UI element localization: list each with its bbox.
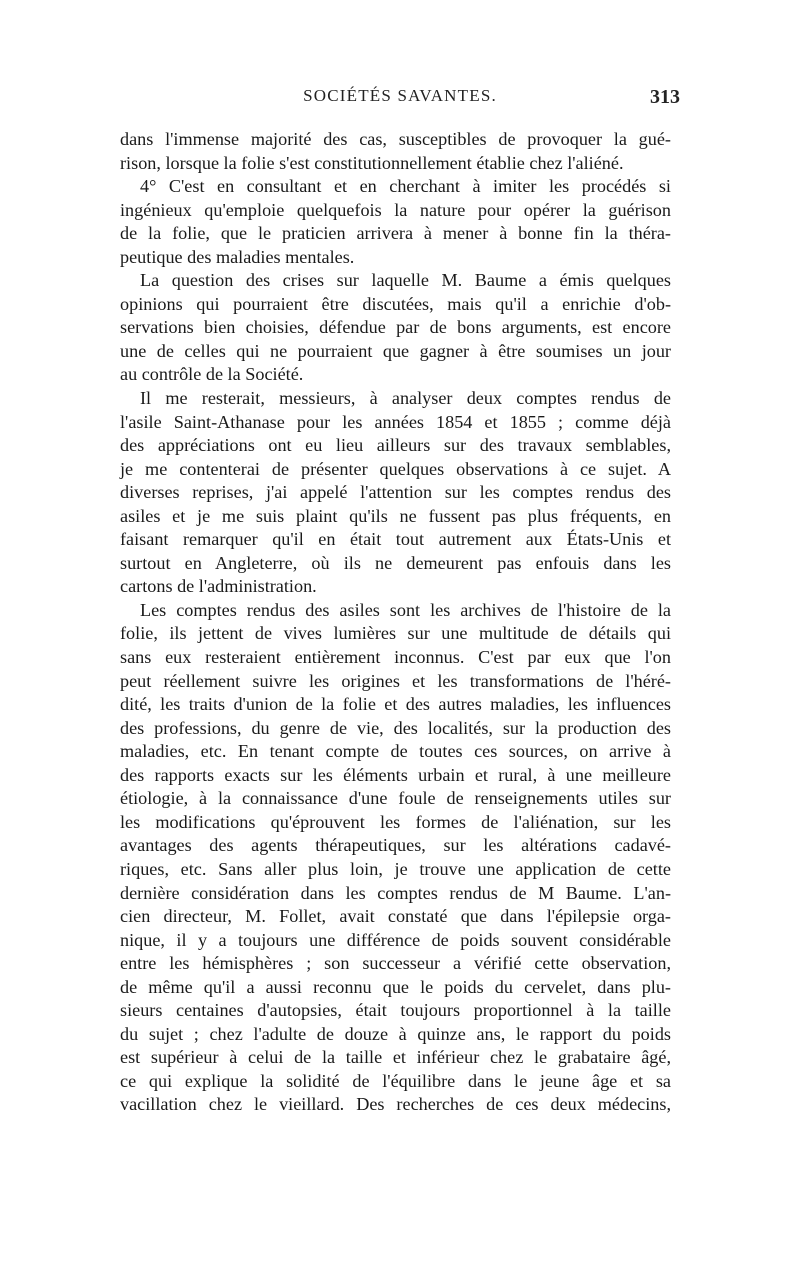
text-line: est supérieur à celui de la taille et inférieur chez le grabataire âgé, [120, 1047, 671, 1068]
text-line: ingénieux qu'emploie quelquefois la nature pour opérer la guérison [120, 199, 671, 220]
running-title: SOCIÉTÉS SAVANTES. [303, 86, 497, 105]
text-line: je me contenterai de présenter quelques observations à ce sujet. A [120, 458, 671, 479]
text-line: sans eux resteraient entièrement inconnus. C'est par eux que l'on [120, 647, 671, 668]
text-line: avantages des agents thérapeutiques, sur les altérations cadavé- [120, 835, 671, 856]
text-line: cien directeur, M. Follet, avait constaté que dans l'épilepsie orga- [120, 906, 671, 927]
text-line: dans l'immense majorité des cas, susceptibles de provoquer la gué- [120, 129, 671, 149]
text-line: vacillation chez le vieillard. Des recherches de ces deux médecins, [120, 1094, 671, 1115]
text-line: au contrôle de la Société. [120, 364, 304, 385]
text-line: étiologie, à la connaissance d'une foule de renseignements utiles sur [120, 788, 671, 809]
text-line: de même qu'il a aussi reconnu que le poids du cervelet, dans plu- [120, 976, 671, 997]
running-head [120, 86, 680, 112]
text-line: du sujet ; chez l'adulte de douze à quinze ans, le rapport du poids [120, 1023, 671, 1044]
text-line: dernière considération dans les comptes rendus de M Baume. L'an- [120, 882, 671, 903]
text-line: peutique des maladies mentales. [120, 246, 355, 267]
text-line: peut réellement suivre les origines et les transformations de l'héré- [120, 670, 671, 691]
text-line: maladies, etc. En tenant compte de toutes ces sources, on arrive à [120, 741, 671, 762]
text-line: nique, il y a toujours une différence de poids souvent considérable [120, 929, 671, 950]
text-line: entre les hémisphères ; son successeur a vérifié cette observation, [120, 953, 671, 974]
text-line: diverses reprises, j'ai appelé l'attention sur les comptes rendus des [120, 482, 671, 503]
text-line: sieurs centaines d'autopsies, était toujours proportionnel à la taille [120, 1000, 671, 1021]
text-line: asiles et je me suis plaint qu'ils ne fussent pas plus fréquents, en [120, 505, 671, 526]
text-line: servations bien choisies, défendue par de bons arguments, est encore [120, 317, 671, 338]
text-line: des appréciations ont eu lieu ailleurs sur des travaux semblables, [120, 435, 671, 456]
text-line: La question des crises sur laquelle M. Baume a émis quelques [140, 270, 671, 291]
text-line: rison, lorsque la folie s'est constitutionnellement établie chez l'aliéné. [120, 152, 624, 173]
text-line: Les comptes rendus des asiles sont les archives de l'histoire de la [140, 599, 671, 620]
body-text [120, 128, 671, 1117]
text-line: des rapports exacts sur les éléments urbain et rural, à une meilleure [120, 764, 671, 785]
text-line: Il me resterait, messieurs, à analyser deux comptes rendus de [140, 388, 671, 409]
text-line: les modifications qu'éprouvent les formes de l'aliénation, sur les [120, 811, 671, 832]
text-line: surtout en Angleterre, où ils ne demeurent pas enfouis dans les [120, 552, 671, 573]
text-line: une de celles qui ne pourraient que gagner à être soumises un jour [120, 340, 671, 361]
text-line: dité, les traits d'union de la folie et des autres maladies, les influences [120, 694, 671, 715]
text-line: 4° C'est en consultant et en cherchant à imiter les procédés si [140, 176, 671, 197]
text-line: folie, ils jettent de vives lumières sur une multitude de détails qui [120, 623, 671, 644]
text-line: des professions, du genre de vie, des localités, sur la production des [120, 717, 671, 738]
text-line: cartons de l'administration. [120, 576, 317, 597]
text-line: ce qui explique la solidité de l'équilibre dans le jeune âge et sa [120, 1070, 671, 1091]
text-line: faisant remarquer qu'il en était tout autrement aux États-Unis et [120, 529, 671, 550]
text-line: riques, etc. Sans aller plus loin, je trouve une application de cette [120, 858, 671, 879]
text-line: l'asile Saint-Athanase pour les années 1854 et 1855 ; comme déjà [120, 411, 671, 432]
text-line: opinions qui pourraient être discutées, mais qu'il a enrichie d'ob- [120, 293, 671, 314]
page-number: 313 [650, 86, 680, 108]
text-line: de la folie, que le praticien arrivera à mener à bonne fin la théra- [120, 223, 671, 244]
